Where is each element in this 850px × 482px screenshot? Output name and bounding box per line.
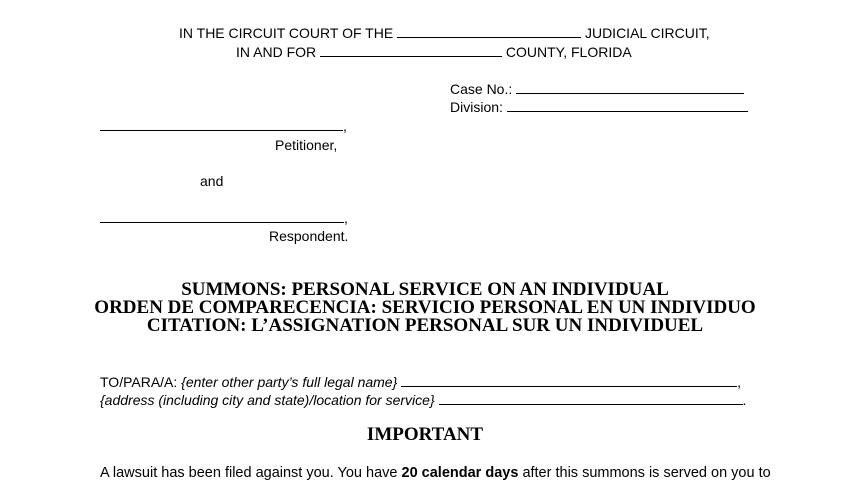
petitioner-row (100, 118, 347, 135)
important-heading: IMPORTANT (366, 424, 484, 445)
address-hint: {address (including city and state)/location for service} (100, 392, 435, 408)
summons-title-english: SUMMONS: PERSONAL SERVICE ON AN INDIVIDUAL (181, 279, 669, 300)
court-prefix: IN THE CIRCUIT COURT OF THE (179, 25, 394, 41)
party-name-blank-line[interactable] (401, 374, 737, 387)
to-label: TO/PARA/A: (100, 374, 178, 390)
division-blank-line[interactable] (507, 99, 748, 112)
division-label: Division: (450, 99, 503, 115)
body-end: after this summons is served on you to (522, 465, 771, 481)
important-body (100, 465, 771, 482)
petitioner-blank-line[interactable] (100, 118, 343, 131)
court-line-2 (236, 44, 632, 61)
body-bold-days: 20 calendar days (401, 465, 519, 481)
name-end: , (737, 374, 742, 390)
court-suffix: JUDICIAL CIRCUIT, (584, 25, 710, 41)
address-end: . (742, 392, 747, 408)
summons-title-spanish: ORDEN DE COMPARECENCIA: SERVICIO PERSONAL EN UN INDIVIDUO (94, 297, 756, 318)
respondent-label: Respondent. (269, 228, 349, 244)
petitioner-label: Petitioner, (275, 137, 338, 153)
division-row (450, 99, 748, 116)
name-hint: {enter other party’s full legal name} (181, 374, 398, 390)
county-suffix: COUNTY, FLORIDA (505, 44, 632, 60)
respondent-comma: , (344, 210, 348, 226)
petitioner-comma: , (343, 118, 347, 134)
summons-title-french: CITATION: L’ASSIGNATION PERSONAL SUR UN INDIVIDUEL (146, 315, 704, 336)
county-prefix: IN AND FOR (236, 44, 317, 60)
and-label: and (200, 173, 224, 189)
respondent-blank-line[interactable] (100, 210, 344, 223)
county-blank-line[interactable] (320, 44, 502, 57)
address-row (100, 392, 746, 409)
case-no-row (450, 81, 744, 98)
court-line-1 (179, 25, 710, 42)
body-start: A lawsuit has been filed against you. You have (100, 465, 398, 481)
case-no-blank-line[interactable] (516, 81, 744, 94)
circuit-blank-line[interactable] (397, 25, 581, 38)
to-name-row (100, 374, 741, 391)
case-no-label: Case No.: (450, 81, 513, 97)
respondent-row (100, 210, 348, 227)
address-blank-line[interactable] (439, 392, 743, 405)
